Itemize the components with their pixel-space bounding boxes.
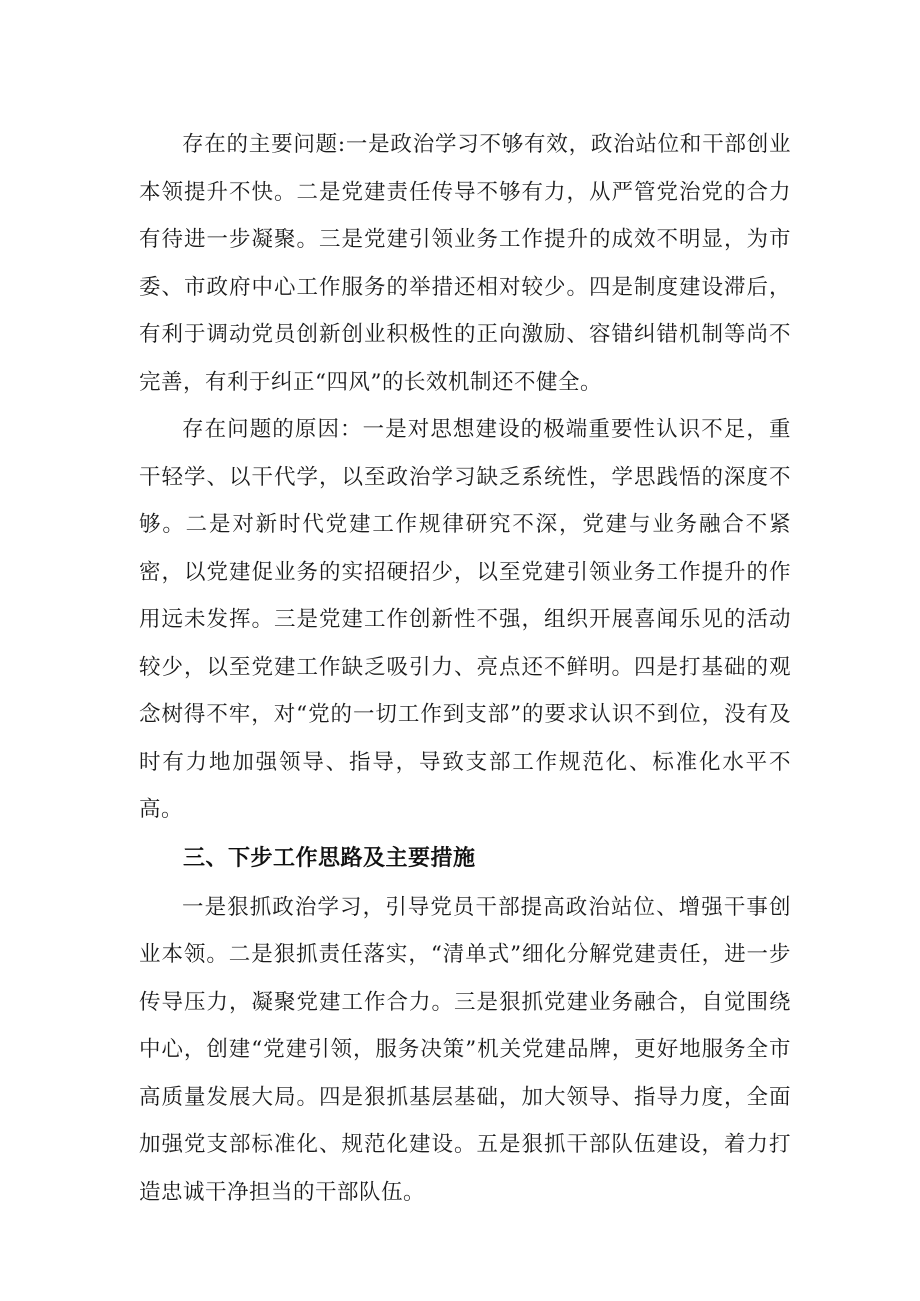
document-body: [139, 121, 791, 1216]
section-heading: 三、下步工作思路及主要措施: [183, 845, 476, 871]
paragraph-main-problems: 存在的主要问题:一是政治学习不够有效，政治站位和干部创业本领提升不快。二是党建责任传导不够有力，从严管党治党的合力有待进一步凝聚。三是党建引领业务工作提升的成效不明显，为市委、市政府中心工作服务的举措还相对较少。四是制度建设滞后，有利于调动党员创新创业积极性的正向激励、容错纠错机制等尚不完善，有利于纠正“四风”的长效机制还不健全。: [139, 132, 791, 395]
paragraph-measures: 一是狠抓政治学习，引导党员干部提高政治站位、增强干事创业本领。二是狠抓责任落实，“清单式”细化分解党建责任，进一步传导压力，凝聚党建工作合力。三是狠抓党建业务融合，自觉围绕中心，创建“党建引领，服务决策”机关党建品牌，更好地服务全市高质量发展大局。四是狠抓基层基础，加大领导、指导力度，全面加强党支部标准化、规范化建设。五是狠抓干部队伍建设，着力打造忠诚干净担当的干部队伍。: [139, 894, 791, 1205]
paragraph-problem-causes: 存在问题的原因：一是对思想建设的极端重要性认识不足，重干轻学、以干代学，以至政治学习缺乏系统性，学思践悟的深度不够。二是对新时代党建工作规律研究不深，党建与业务融合不紧密，以党建促业务的实招硬招少，以至党建引领业务工作提升的作用远未发挥。三是党建工作创新性不强，组织开展喜闻乐见的活动较少，以至党建工作缺乏吸引力、亮点还不鲜明。四是打基础的观念树得不牢，对“党的一切工作到支部”的要求认识不到位，没有及时有力地加强领导、指导，导致支部工作规范化、标准化水平不高。: [139, 417, 791, 822]
